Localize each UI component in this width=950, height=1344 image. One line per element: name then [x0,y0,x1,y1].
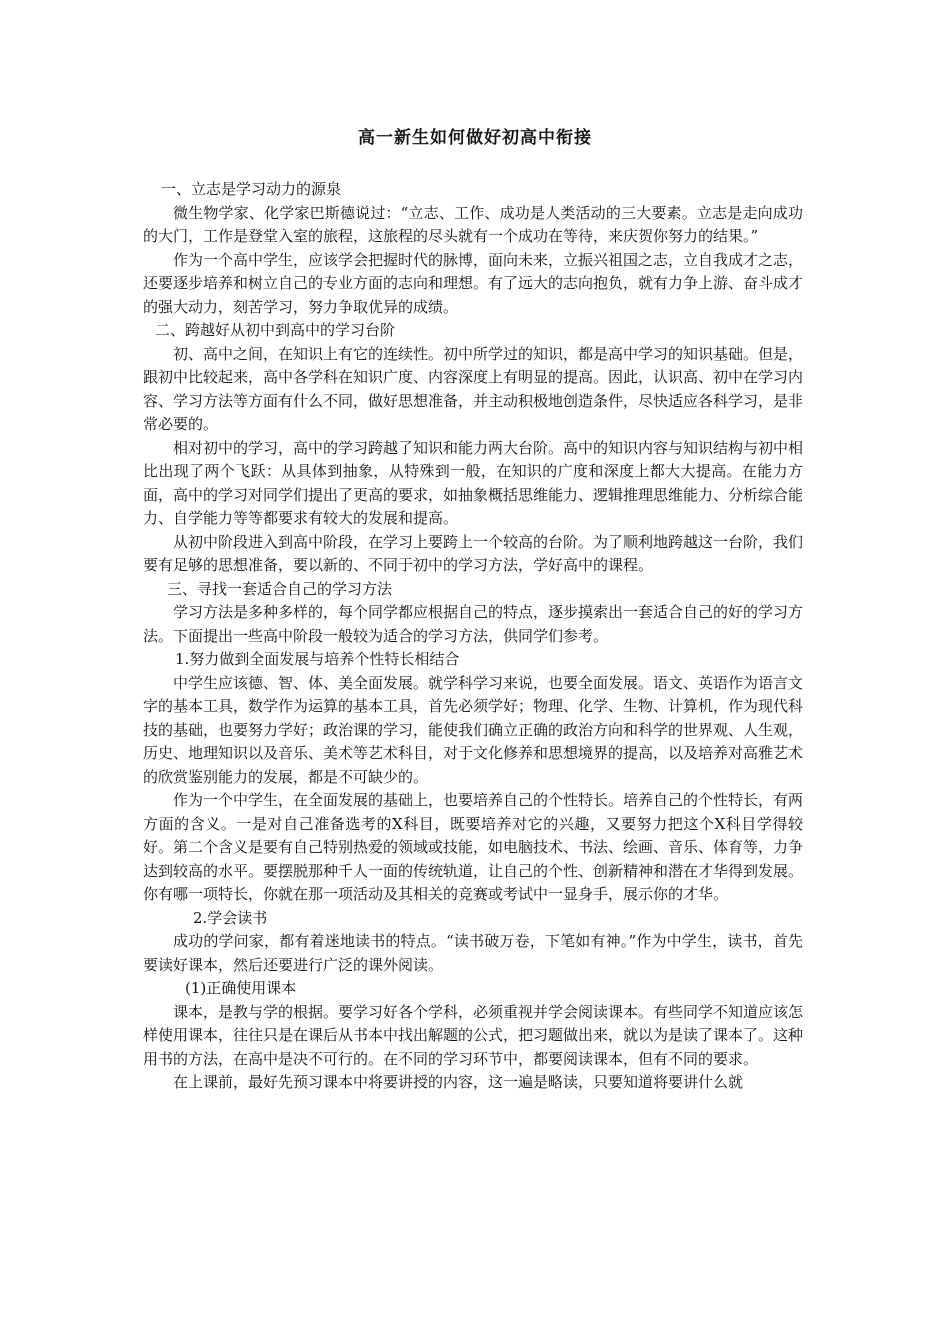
document-body [143,178,803,1095]
document-title: 高一新生如何做好初高中衔接 [358,128,592,148]
paragraph: 中学生应该德、智、体、美全面发展。就学科学习来说，也要全面发展。语文、英语作为语言文字的基本工具，数学作为运算的基本工具，首先必须学好；物理、化学、生物、计算机，作为现代科技的基础，也要努力学好；政治课的学习，能使我们确立正确的政治方向和科学的世界观、人生观，历史、地理知识以及音乐、美术等艺术科目，对于文化修养和思想境界的提高，以及培养对高雅艺术的欣赏鉴别能力的发展，都是不可缺少的。 [143,673,804,786]
subsection-heading-2: 2.学会读书 [193,908,268,927]
section-heading-2: 二、跨越好从初中到高中的学习台阶 [155,321,396,339]
paragraph: 作为一个高中学生，应该学会把握时代的脉博，面向未来，立振兴祖国之志，立自我成才之志，还要逐步培养和树立自己的专业方面的志向和理想。有了远大的志向抱负，就有力争上游、奋斗成才的强大动力，刻苦学习，努力争取优异的成绩。 [143,250,804,316]
subsection-heading-2-1: (1)正确使用课本 [185,979,297,997]
paragraph: 学习方法是多种多样的，每个同学都应根据自己的特点，逐步摸索出一套适合自己的好的学习方法。下面提出一些高中阶段一般较为适合的学习方法，供同学们参考。 [143,603,804,645]
section-heading-3: 三、寻找一套适合自己的学习方法 [167,579,393,598]
paragraph: 在上课前，最好先预习课本中将要讲授的内容，这一遍是略读，只要知道将要讲什么就 [173,1073,744,1091]
paragraph: 成功的学问家，都有着迷地读书的特点。“读书破万卷，下笔如有神。”作为中学生，读书，首先要读好课本，然后还要进行广泛的课外阅读。 [143,932,803,974]
paragraph: 微生物学家、化学家巴斯德说过：“立志、工作、成功是人类活动的三大要素。立志是走向成功的大门，工作是登堂入室的旅程，这旅程的尽头就有一个成功在等待，来庆贺你努力的结果。” [143,203,803,245]
subsection-heading-1: 1.努力做到全面发展与培养个性特长相结合 [175,650,460,668]
paragraph: 从初中阶段进入到高中阶段，在学习上要跨上一个较高的台阶。为了顺利地跨越这一台阶，我们要有足够的思想准备，要以新的、不同于初中的学习方法，学好高中的课程。 [143,532,804,574]
paragraph: 作为一个中学生，在全面发展的基础上，也要培养自己的个性特长。培养自己的个性特长，有两方面的含义。一是对自己准备选考的X科目，既要培养对它的兴趣，又要努力把这个X科目学得较好。第二个含义是要有自己特别热爱的领域或技能，如电脑技术、书法、绘画、音乐、体育等，力争达到较高的水平。要摆脱那种千人一面的传统轨道，让自己的个性、创新精神和潜在才华得到发展。你有哪一项特长，你就在那一项活动及其相关的竞赛或考试中一显身手，展示你的才华。 [143,791,804,903]
paragraph: 相对初中的学习，高中的学习跨越了知识和能力两大台阶。高中的知识内容与知识结构与初中相比出现了两个飞跃：从具体到抽象，从特殊到一般，在知识的广度和深度上都大大提高。在能力方面，高中的学习对同学们提出了更高的要求，如抽象概括思维能力、逻辑推理思维能力、分析综合能力、自学能力等等都要求有较大的发展和提高。 [143,438,804,527]
paragraph: 课本，是教与学的根据。要学习好各个学科，必须重视并学会阅读课本。有些同学不知道应该怎样使用课本，往往只是在课后从书本中找出解题的公式，把习题做出来，就以为是读了课本了。这种用书的方法，在高中是决不可行的。在不同的学习环节中，都要阅读课本，但有不同的要求。 [143,1002,804,1068]
section-heading-1: 一、立志是学习动力的源泉 [161,180,342,198]
paragraph: 初、高中之间，在知识上有它的连续性。初中所学过的知识，都是高中学习的知识基础。但是，跟初中比较起来，高中各学科在知识广度、内容深度上有明显的提高。因此，认识高、初中在学习内容、学习方法等方面有什么不同，做好思想准备，并主动积极地创造条件，尽快适应各科学习，是非常必要的。 [143,344,804,433]
